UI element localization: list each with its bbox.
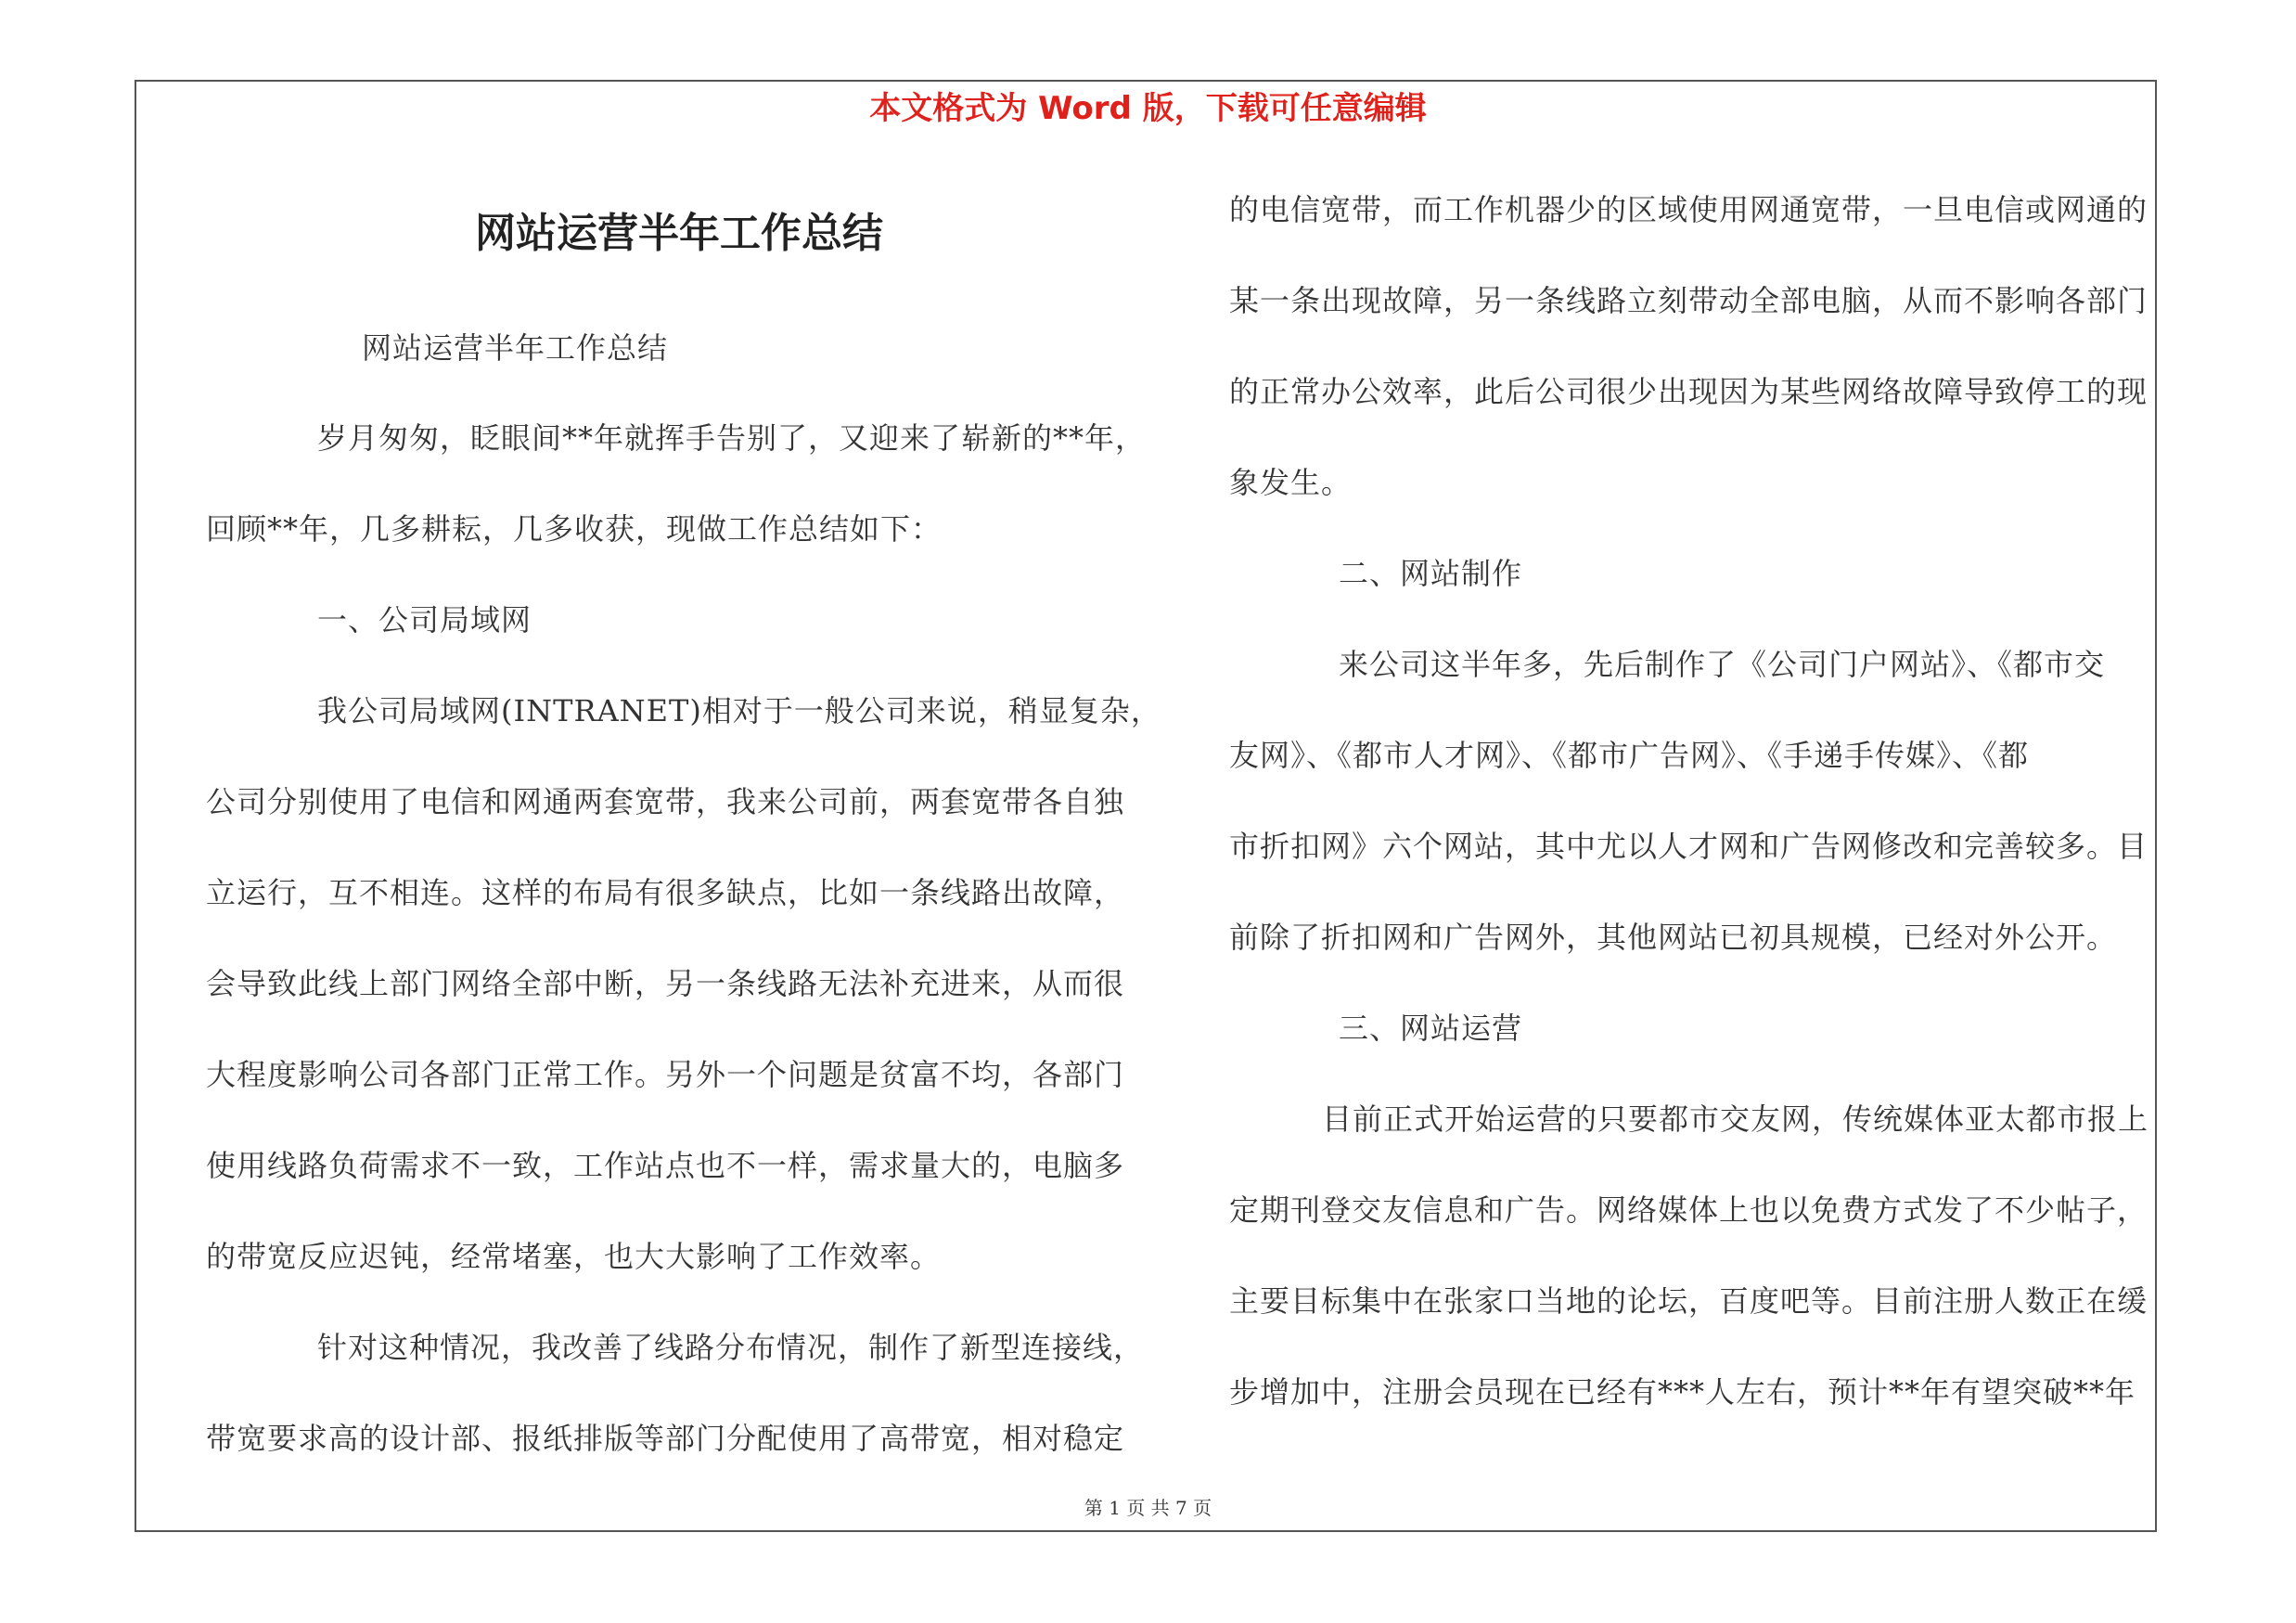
paragraph-line: 象发生。	[1229, 465, 1353, 500]
paragraph-line: 前除了折扣网和广告网外，其他网站已初具规模，已经对外公开。	[1229, 920, 2118, 955]
paragraph-line: 某一条出现故障，另一条线路立刻带动全部电脑，从而不影响各部门	[1229, 283, 2148, 318]
paragraph-line: 公司分别使用了电信和网通两套宽带，我来公司前，两套宽带各自独	[206, 784, 1125, 819]
paragraph-line: 的带宽反应迟钝，经常堵塞，也大大影响了工作效率。	[206, 1239, 942, 1274]
paragraph-line: 立运行，互不相连。这样的布局有很多缺点，比如一条线路出故障，	[206, 875, 1125, 910]
paragraph-line: 友网》、《都市人才网》、《都市广告网》、《手递手传媒》、《都	[1229, 738, 2030, 773]
section-heading: 二、网站制作	[1339, 556, 1523, 591]
document-title: 网站运营半年工作总结	[475, 210, 883, 257]
paragraph-line: 使用线路负荷需求不一致，工作站点也不一样，需求量大的，电脑多	[206, 1148, 1125, 1183]
paragraph-line: 主要目标集中在张家口当地的论坛，百度吧等。目前注册人数正在缓	[1229, 1283, 2148, 1319]
paragraph-line: 大程度影响公司各部门正常工作。另外一个问题是贫富不均，各部门	[206, 1057, 1125, 1092]
paragraph-line: 回顾**年，几多耕耘，几多收获，现做工作总结如下：	[206, 511, 943, 547]
paragraph-line: 市折扣网》六个网站，其中尤以人才网和广告网修改和完善较多。目	[1229, 829, 2148, 864]
paragraph-line: 岁月匆匆，眨眼间**年就挥手告别了，又迎来了崭新的**年，	[317, 420, 1147, 456]
paragraph-line: 来公司这半年多，先后制作了《公司门户网站》、《都市交	[1339, 647, 2106, 682]
paragraph-line: 带宽要求高的设计部、报纸排版等部门分配使用了高带宽，相对稳定	[206, 1421, 1125, 1456]
format-banner: 本文格式为 Word 版，下载可任意编辑	[869, 90, 1427, 127]
section-heading: 一、公司局域网	[317, 602, 532, 638]
section-heading: 三、网站运营	[1339, 1011, 1523, 1046]
paragraph-line: 定期刊登交友信息和广告。网络媒体上也以免费方式发了不少帖子，	[1229, 1192, 2148, 1228]
paragraph-line: 我公司局域网(INTRANET)相对于一般公司来说，稍显复杂，	[317, 693, 1161, 728]
paragraph-line: 针对这种情况，我改善了线路分布情况，制作了新型连接线，	[317, 1330, 1145, 1365]
paragraph-line: 步增加中，注册会员现在已经有***人左右，预计**年有望突破**年	[1229, 1374, 2136, 1410]
paragraph-line: 的正常办公效率，此后公司很少出现因为某些网络故障导致停工的现	[1229, 374, 2148, 409]
paragraph-line: 网站运营半年工作总结	[362, 330, 669, 366]
page-footer: 第 1 页 共 7 页	[1084, 1497, 1212, 1519]
paragraph-line: 目前正式开始运营的只要都市交友网，传统媒体亚太都市报上	[1322, 1101, 2149, 1137]
paragraph-line: 会导致此线上部门网络全部中断，另一条线路无法补充进来，从而很	[206, 966, 1125, 1001]
paragraph-line: 的电信宽带，而工作机器少的区域使用网通宽带，一旦电信或网通的	[1229, 192, 2148, 227]
